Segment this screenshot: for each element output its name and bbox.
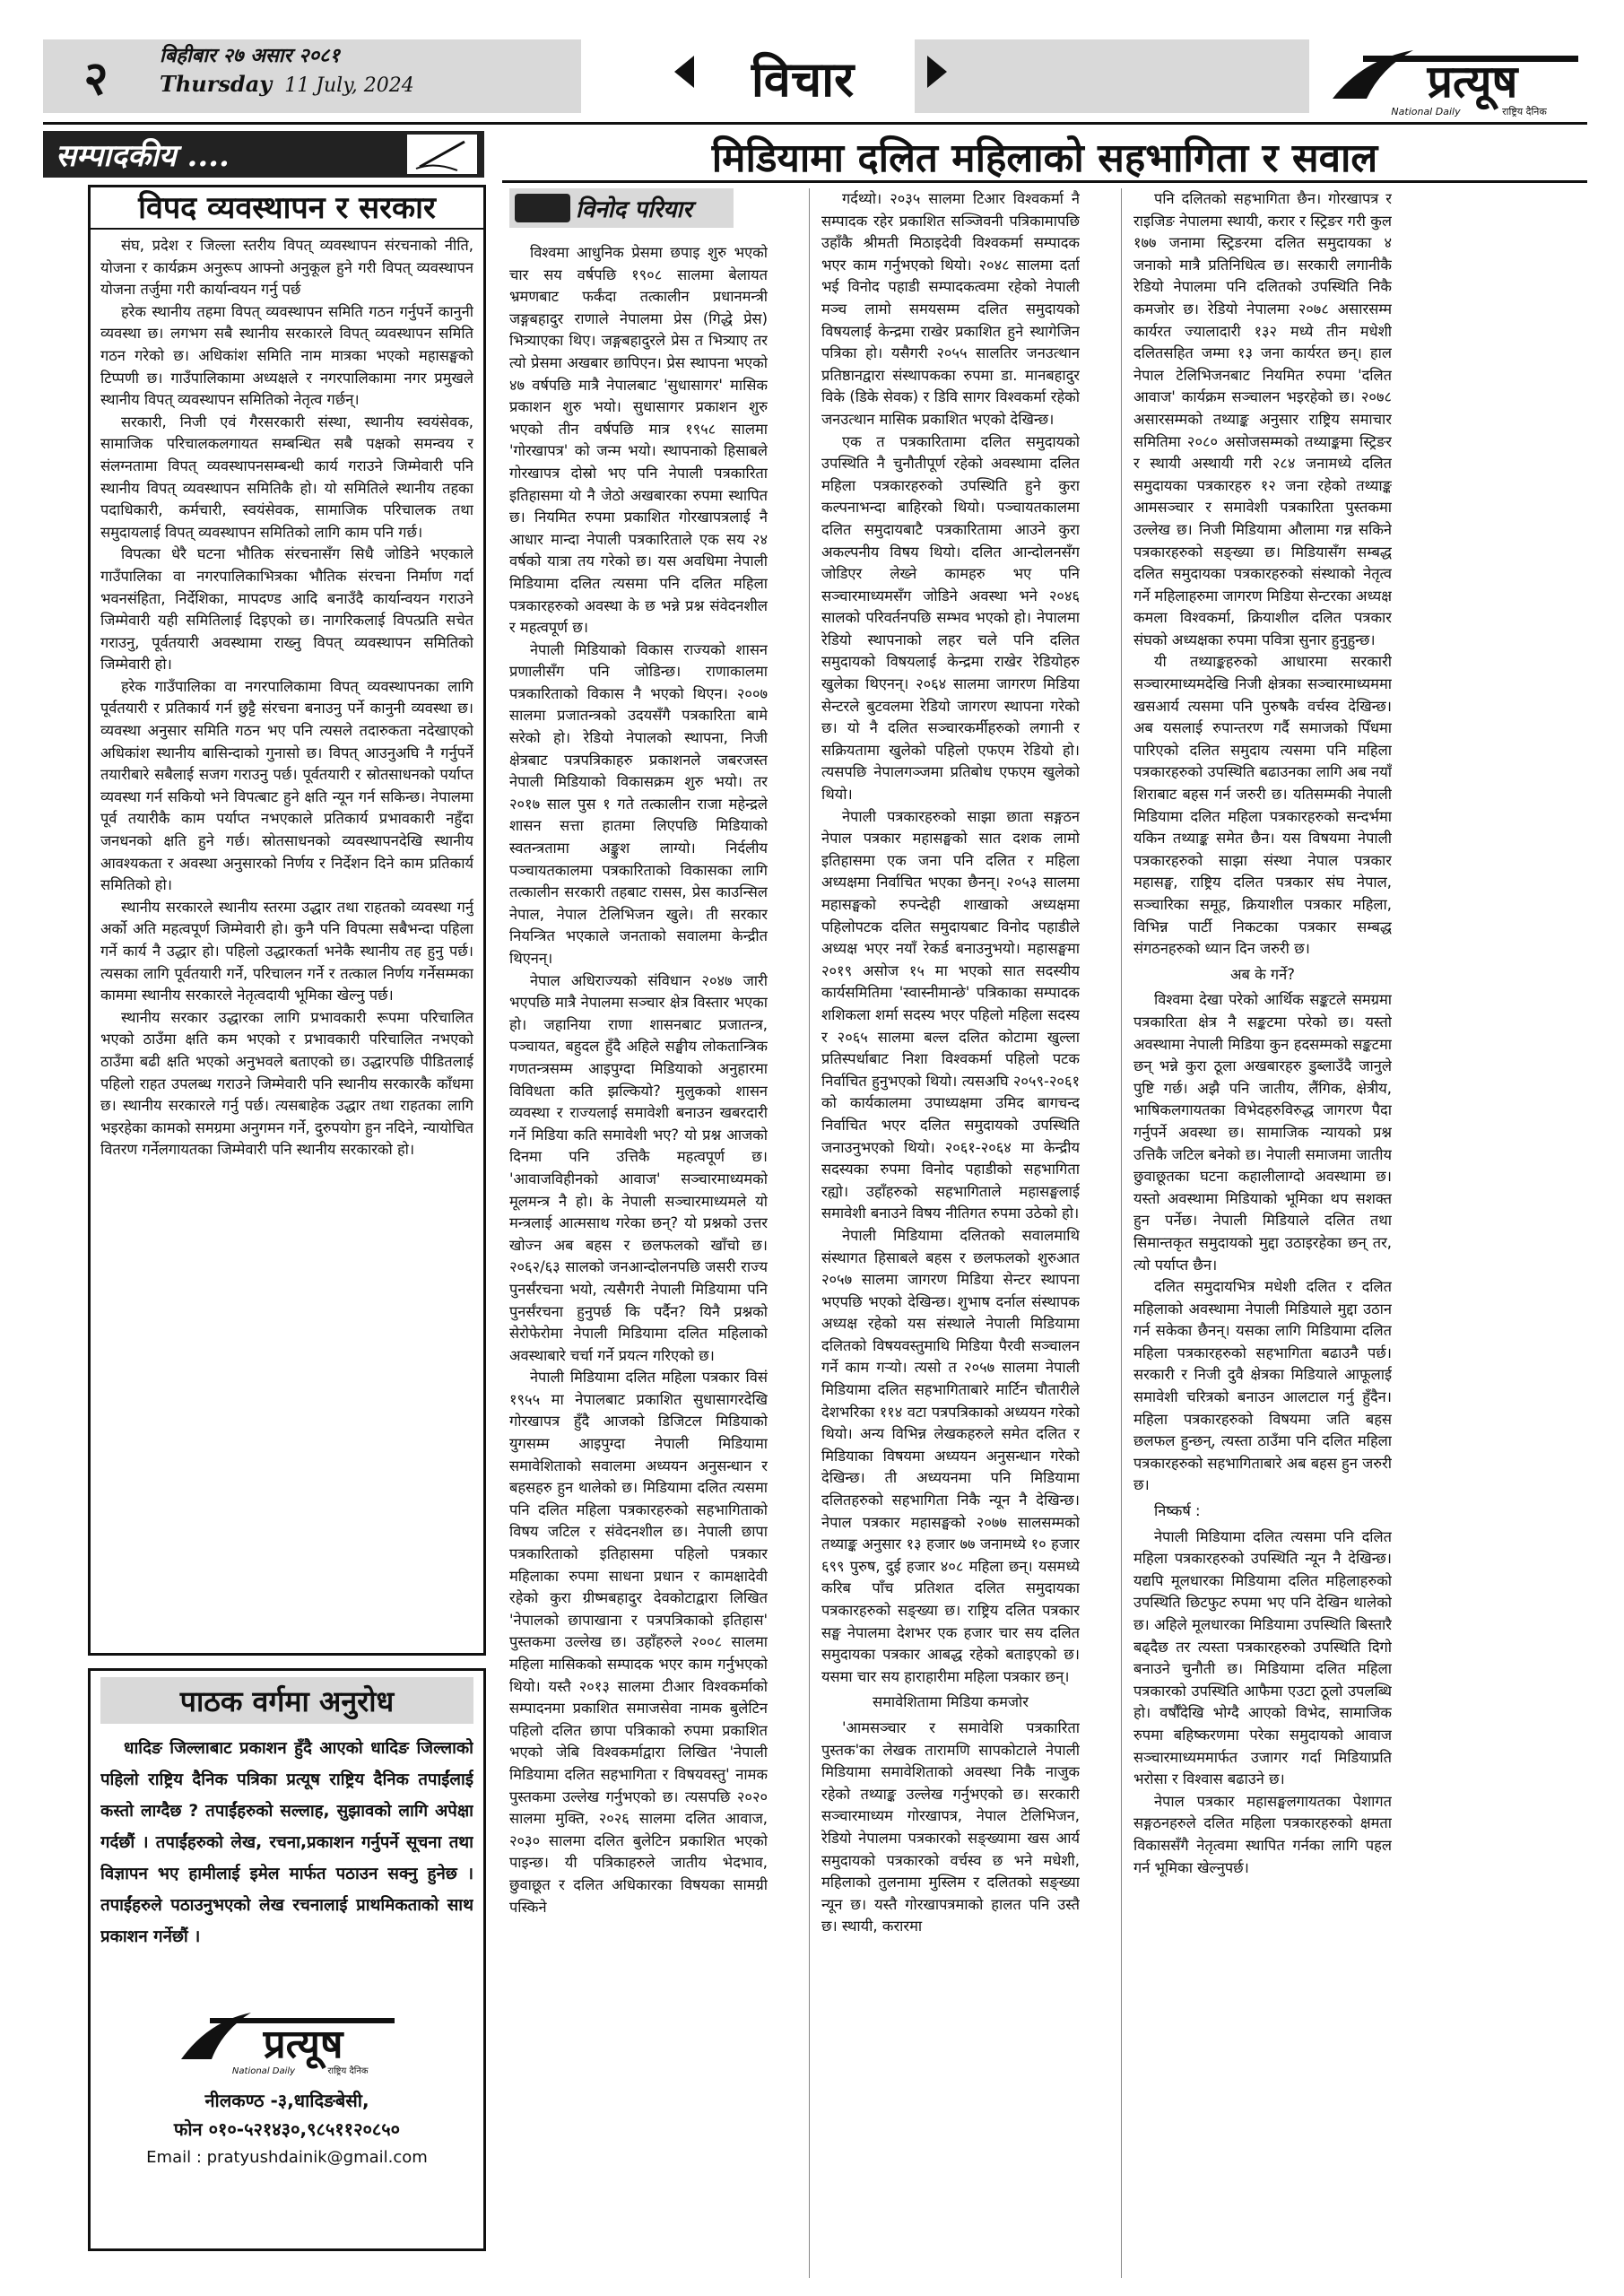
address: नीलकण्ठ -३,धादिङबेसी,	[204, 2090, 369, 2111]
reader-request-body	[100, 1733, 473, 2002]
next-arrow-icon	[927, 56, 947, 88]
logo-tag-np: राष्ट्रिय दैनिक	[1502, 106, 1547, 117]
editorial-title: विपद व्यवस्थापन र सरकार	[88, 185, 486, 230]
pen-icon	[407, 135, 477, 174]
day-english: Thursday	[160, 71, 273, 97]
column-divider	[809, 188, 810, 2278]
reader-logo	[178, 2005, 402, 2077]
article-paragraph: नेपाल अधिराज्यको संविधान २०४७ जारी भएपछि मात्रै नेपालमा सञ्चार क्षेत्र विस्तार भएका हो। जहानिया राणा शासनबाट प्रजातन्त्र, पञ्चायत, बहुदल हुँदै अहिले सङ्घीय लोकतान्त्रिक गणतन्त्रसम्म आइपुग्दा मिडियाको अनुहारमा विविधता कति झल्कियो? मुलुकको शासन व्यवस्था र राज्यलाई समावेशी बनाउन खबरदारी गर्ने मिडिया कति समावेशी भए? यो प्रश्न आजको दिनमा पनि उत्तिकै महत्वपूर्ण छ। 'आवाजविहीनको आवाज' सञ्चारमाध्यमको मूलमन्त्र नै हो। के नेपाली सञ्चारमाध्यमले यो मन्त्रलाई आत्मसाथ गरेका छन्? यो प्रश्नको उत्तर खोज्न अब बहस र छलफलको खाँचो छ। २०६२/६३ सालको जनआन्दोलनपछि जसरी राज्य पुनर्संरचना भयो, त्यसैगरी नेपाली मिडियामा पनि पुनर्संरचना हुनुपर्छ कि पर्दैन? यिनै प्रश्नको सेरोफेरोमा नेपाली मिडियामा दलित महिलाको अवस्थाबारे चर्चा गर्ने प्रयत्न गरिएको छ।	[509, 971, 768, 1364]
article-headline: मिडियामा दलित महिलाको सहभागिता र सवाल	[502, 131, 1587, 183]
header-bar-right	[915, 39, 1309, 113]
article-column-2	[821, 188, 1080, 2278]
article-paragraph: विश्वमा आधुनिक प्रेसमा छपाइ शुरु भएको चार सय वर्षपछि १९०८ सालमा बेलायत भ्रमणबाट फर्कंदा तत्कालीन प्रधानमन्त्री जङ्गबहादुर राणाले नेपालमा प्रेस (गिद्धे प्रेस) भित्र्याएका थिए। जङ्गबहादुरले प्रेस त भित्र्याए तर त्यो प्रेसमा अखबार छापिएन। प्रेस स्थापना भएको ४७ वर्षपछि मात्रै नेपालबाट 'सुधासागर' मासिक प्रकाशन शुरु भयो। सुधासागर प्रकाशन शुरु भएको तीन वर्षपछि मात्र १९५८ सालमा 'गोरखापत्र' को जन्म भयो। स्थापनाको हिसाबले गोरखापत्र दोस्रो भए पनि नेपाली पत्रकारिता इतिहासमा यो नै जेठो अखबारका रुपमा स्थापित छ। नियमित रुपमा प्रकाशित गोरखापत्रलाई नै आधार मान्दा नेपाली पत्रकारिताले एक सय २४ वर्षको यात्रा तय गरेको छ। यस अवधिमा नेपाली मिडियामा दलित त्यसमा पनि दलित महिला पत्रकारहरुको अवस्था के छ भन्ने प्रश्न संवेदनशील र महत्वपूर्ण छ।	[509, 244, 768, 637]
article-subheading: निष्कर्ष :	[1153, 1502, 1201, 1520]
article-paragraph: नेपाली मिडियामा दलितको सवालमाथि संस्थागत हिसाबले बहस र छलफलको शुरुआत २०५७ सालमा जागरण मिडिया सेन्टर स्थापना भएपछि भएको देखिन्छ। शुभाष दर्नाल संस्थापक अध्यक्ष रहेको यस संस्थाले नेपाली मिडियामा दलितको विषयवस्तुमाथि मिडिया पैरवी सञ्चालन गर्ने काम गऱ्यो। त्यसो त २०५७ सालमा नेपाली मिडियामा दलित सहभागिताबारे मार्टिन चौतारीले देशभरिका ११४ वटा पत्रपत्रिकाको अध्ययन गरेको थियो। अन्य विभिन्न लेखकहरुले समेत दलित र मिडियाका विषयमा अध्ययन अनुसन्धान गरेको देखिन्छ। ती अध्ययनमा पनि मिडियामा दलितहरुको सहभागिता निकै न्यून नै देखिन्छ। नेपाल पत्रकार महासङ्घको २०७७ सालसम्मको तथ्याङ्क अनुसार १३ हजार ७७ जनामध्ये १० हजार ६९९ पुरुष, दुई हजार ४०८ महिला छन्। यसमध्ये करिब पाँच प्रतिशत दलित समुदायका पत्रकारहरुको सङ्ख्या छ। राष्ट्रिय दलित पत्रकार सङ्घ नेपालमा देशभर एक हजार चार सय दलित समुदायका पत्रकार आबद्ध रहेको बताइएको छ। यसमा चार सय हाराहारीमा महिला पत्रकार छन्।	[821, 1226, 1080, 1685]
article-column-1	[509, 242, 768, 2278]
page-number: २	[83, 51, 109, 106]
reader-logo-name: प्रत्यूष	[263, 2022, 343, 2067]
article-paragraph: यी तथ्याङ्कहरुको आधारमा सरकारी सञ्चारमाध्यमदेखि निजी क्षेत्रका सञ्चारमाध्यममा खसआर्य त्यसमा पनि पुरुषकै वर्चस्व देखिन्छ। अब यसलाई रुपान्तरण गर्दै समाजको पिँधमा पारिएको दलित समुदाय त्यसमा पनि महिला पत्रकारहरुको उपस्थिति बढाउनका लागि अब नयाँ शिराबाट बहस गर्न जरुरी छ। यतिसम्मकी नेपाली मिडियामा दलित महिला पत्रकारहरुको सन्दर्भमा यकिन तथ्याङ्क समेत छैन। यस विषयमा नेपाली पत्रकारहरुको साझा संस्था नेपाल पत्रकार महासङ्घ, राष्ट्रिय दलित पत्रकार संघ नेपाल, सञ्चारिका समूह, क्रियाशील पत्रकार महिला, विभिन्न पार्टी निकटका पत्रकार सम्बद्ध संगठनहरुको ध्यान दिन जरुरी छ।	[1133, 653, 1392, 958]
editorial-banner-label: सम्पादकीय ....	[56, 138, 230, 174]
date-english: 11 July, 2024	[284, 74, 414, 97]
editorial-paragraph: सरकारी, निजी एवं गैरसरकारी संस्था, स्थानीय स्वयंसेवक, सामाजिक परिचालकलगायत सम्बन्धित सबै पक्षको समन्वय र संलग्नतामा विपत् व्यवस्थापनसम्बन्धी कार्य गराउने जिम्मेवारी पनि स्थानीय विपत् व्यवस्थापन समितिकै हो। यो समितिले स्थानीय तहका पदाधिकारी, कर्मचारी, स्वयंसेवक, सामाजिक परिचालक तथा समुदायलाई विपत् व्यवस्थापन समितिको लागि काम पनि गर्छ।	[100, 413, 473, 541]
reader-request-title: पाठक वर्गमा अनुरोध	[100, 1677, 473, 1724]
editorial-paragraph: हरेक स्थानीय तहमा विपत् व्यवस्थापन समिति गठन गर्नुपर्ने कानुनी व्यवस्था छ। लगभग सबै स्थानीय सरकारले विपत् व्यवस्थापन समिति गठन गरेको छ। अधिकांश समिति नाम मात्रका भएको महासङ्घको टिप्पणी छ। गाउँपालिकामा अध्यक्षले र नगरपालिकामा नगर प्रमुखले स्थानीय विपत् व्यवस्थापन समितिको नेतृत्व गर्छन्।	[100, 302, 473, 409]
date-nepali: बिहीबार २७ असार २०८१	[160, 44, 340, 67]
reader-request-text: धादिङ जिल्लाबाट प्रकाशन हुँदै आएको धादिङ जिल्लाको पहिलो राष्ट्रिय दैनिक पत्रिका प्रत्यूष राष्ट्रिय दैनिक तपाईंलाई कस्तो लाग्दैछ ? तपाईंहरुको सल्लाह, सुझावको लागि अपेक्षा गर्दछौं । तपाईंहरुको लेख, रचना,प्रकाशन गर्नुपर्ने सूचना तथा विज्ञापन भए हामीलाई इमेल मार्फत पठाउन सक्नु हुनेछ । तपाईंहरुले पठाउनुभएको लेख रचनालाई प्राथमिकताको साथ प्रकाशन गर्नेछौं ।	[100, 1739, 473, 1946]
editorial-paragraph: संघ, प्रदेश र जिल्ला स्तरीय विपत् व्यवस्थापन संरचनाको नीति, योजना र कार्यक्रम अनुरूप आफ्नो अनुकूल हुने गरी विपत् व्यवस्थापन योजना तर्जुमा गरी कार्यान्वयन गर्नु पर्छ	[100, 237, 473, 299]
article-paragraph: पनि दलितको सहभागिता छैन। गोरखापत्र र राइजिङ नेपालमा स्थायी, करार र स्ट्रिङर गरी कुल १७७ जनामा स्ट्रिङरमा दलित समुदायका ४ जनाको मात्रै प्रतिनिधित्व छ। सरकारी लगानीकै रेडियो नेपालमा पनि दलितको उपस्थिति निकै कमजोर छ। रेडियो नेपालमा २०७८ असारसम्म कार्यरत ज्यालादारी १३२ मध्ये तीन मधेशी दलितसहित जम्मा १३ जना कार्यरत छन्। हाल नेपाल टेलिभिजनबाट नियमित रुपमा 'दलित आवाज' कार्यक्रम सञ्चालन भइरहेको छ। २०७८ असारसम्मको तथ्याङ्क अनुसार राष्ट्रिय समाचार समितिमा २०८० असोजसम्मको तथ्याङ्कमा स्ट्रिङर र स्थायी अस्थायी गरी २८४ जनामध्ये दलित समुदायका पत्रकारहरु १२ जना रहेको तथ्याङ्क आमसञ्चार र समावेशी पत्रकारिता पुस्तकमा उल्लेख छ। निजी मिडियामा औलामा गन्न सकिने पत्रकारहरुको सङ्ख्या छ। मिडियासँग सम्बद्ध दलित समुदायका पत्रकारहरुको संस्थाको नेतृत्व गर्ने महिलाहरुमा जागरण मिडिया सेन्टरका अध्यक्ष कमला विश्वकर्मा, क्रियाशील दलित पत्रकार संघको अध्यक्षका रुपमा पवित्रा सुनार हुनुहुन्छ।	[1133, 190, 1392, 648]
article-paragraph: नेपाली मिडियामा दलित त्यसमा पनि दलित महिला पत्रकारहरुको उपस्थिति न्यून नै देखिन्छ। यद्यपि मूलधारका मिडियामा दलित महिलाहरुको उपस्थिति छिटफुट रुपमा भए पनि देखिन थालेको छ। अहिले मूलधारका मिडियामा उपस्थिति बिस्तारै बढ्दैछ तर त्यस्ता पत्रकारहरुको उपस्थिति दिगो बनाउने चुनौती छ। मिडियामा दलित महिला पत्रकारको उपस्थिति आफैमा एउटा ठूलो उपलब्धि हो। वर्षौँदेखि भोग्दै आएको विभेद, सामाजिक रुपमा बहिष्करणमा परेका समुदायको आवाज सञ्चारमाध्यममार्फत उजागर गर्दा मिडियाप्रति भरोसा र विश्वास बढाउने छ।	[1133, 1527, 1392, 1788]
article-paragraph: नेपाल पत्रकार महासङ्घलगायतका पेशागत सङ्गठनहरुले दलित महिला पत्रकारहरुको क्षमता विकाससँगै नेतृत्वमा स्थापित गर्नका लागि पहल गर्न भूमिका खेल्नुपर्छ।	[1133, 1792, 1392, 1876]
editorial-paragraph: विपत्का धेरै घटना भौतिक संरचनासँग सिधै जोडिने भएकाले गाउँपालिका वा नगरपालिकाभित्रका भौतिक संरचना निर्माण गर्दा भवनसंहिता, निर्देशिका, मापदण्ड आदि बनाउँदै कार्यान्वयन गराउने जिम्मेवारी यही समितिलाई दिइएको छ। नागरिकलाई विपत्प्रति सचेत गराउनु, पूर्वतयारी अवस्थामा राख्नु विपत् व्यवस्थापन समितिको जिम्मेवारी हो।	[100, 545, 473, 674]
logo-name: प्रत्यूष	[1427, 56, 1518, 108]
article-paragraph: विश्वमा देखा परेको आर्थिक सङ्कटले समग्रमा पत्रकारिता क्षेत्र नै सङ्कटमा परेको छ। यस्तो अवस्थामा नेपाली मिडिया कुन हदसम्मको सङ्कटमा छन् भन्ने कुरा ठूला अखबारहरु डुब्लाउँदै जानुले पुष्टि गर्छ। अझै पनि जातीय, लैंगिक, क्षेत्रीय, भाषिकलगायतका विभेदहरुविरुद्ध जागरण पैदा गर्नुपर्ने अवस्था छ। सामाजिक न्यायको प्रश्न उत्तिकै जटिल बनेको छ। नेपाली समाजमा जातीय छुवाछूतका घटना कहालीलाग्दो अवस्थामा छ। यस्तो अवस्थामा मिडियाको भूमिका थप सशक्त हुन पर्नेछ। नेपाली मिडियाले दलित तथा सिमान्तकृत समुदायको मुद्दा उठाइरहेका छन् तर, त्यो पर्याप्त छैन।	[1133, 991, 1392, 1274]
article-subheading: अब के गर्ने?	[1230, 965, 1295, 983]
phone: फोन ०१०-५२१४३०,९८५११२०८५०	[173, 2118, 401, 2140]
contact-info	[100, 2086, 473, 2172]
editorial-paragraph: स्थानीय सरकारले स्थानीय स्तरमा उद्धार तथा राहतको व्यवस्था गर्नु अर्को अति महत्वपूर्ण जिम्मेवारी हो। कुनै पनि विपत्मा सबैभन्दा पहिला गर्ने कार्य नै उद्धार हो। पहिलो उद्धारकर्ता भनेकै स्थानीय तह हुनु पर्छ। त्यसका लागि पूर्वतयारी गर्ने, परिचालन गर्ने र तत्काल निर्णय गर्नेसम्मका काममा स्थानीय सरकारले नेतृत्वदायी भूमिका खेल्नु पर्छ।	[100, 898, 473, 1004]
article-paragraph: नेपाली पत्रकारहरुको साझा छाता सङ्गठन नेपाल पत्रकार महासङ्घको सात दशक लामो इतिहासमा एक जना पनि दलित र महिला अध्यक्षमा निर्वाचित भएका छैनन्। २०५३ सालमा महासङ्घको रुपन्देही शाखाको अध्यक्षमा पहिलोपटक दलित समुदायबाट विनोद पहाडीले अध्यक्ष भएर नयाँ रेकर्ड बनाउनुभयो। महासङ्घमा २०१९ असोज १५ मा भएको सात सदस्यीय कार्यसमितिमा 'स्वास्नीमान्छे' पत्रिकाका सम्पादक शशिकला शर्मा सदस्य भएर पहिलो महिला सदस्य र २०६५ सालमा बल्ल दलित कोटामा खुल्ला प्रतिस्पर्धाबाट निशा विश्वकर्मा पहिलो पटक निर्वाचित हुनुभएको थियो। त्यसअघि २०५९-२०६१ को कार्यकालमा उपाध्यक्षमा उमिद बागचन्द निर्वाचित भएर दलित समुदायको उपस्थिति जनाउनुभएको थियो। २०६१-२०६४ मा केन्द्रीय सदस्यका रुपमा विनोद पहाडीको सहभागिता रह्यो। उहाँहरुको सहभागिताले महासङ्घलाई समावेशी बनाउने विषय नीतिगत रुपमा उठेको हो।	[821, 807, 1080, 1222]
email: Email : pratyushdainik@gmail.com	[146, 2148, 428, 2167]
article-column-3	[1133, 188, 1392, 2278]
column-divider	[1121, 188, 1122, 2278]
logo-tag-en: National Daily	[1391, 106, 1461, 117]
header-rule	[43, 122, 1587, 125]
dateline	[160, 41, 414, 100]
article-paragraph: नेपाली मिडियाको विकास राज्यको शासन प्रणालीसँग पनि जोडिन्छ। राणाकालमा पत्रकारिताको विकास नै भएको थिएन। २००७ सालमा प्रजातन्त्रको उदयसँगै पत्रकारिता बामे सरेको हो। रेडियो नेपालको स्थापना, निजी क्षेत्रबाट पत्रपत्रिकाहरु प्रकाशनले जबरजस्त नेपाली मिडियाको विकासक्रम शुरु भयो। तर २०१७ साल पुस १ गते तत्कालीन राजा महेन्द्रले शासन सत्ता हातमा लिएपछि मिडियाको स्वतन्त्रतामा अङ्कुश लाग्यो। निर्दलीय पञ्चायतकालमा पत्रकारिताको विकासका लागि तत्कालीन सरकारी तहबाट रासस, प्रेस काउन्सिल नेपाल, नेपाल टेलिभिजन खुले। ती सरकार नियन्त्रित भएकाले जनताको सवालमा केन्द्रीत थिएनन्।	[509, 640, 768, 967]
masthead-logo	[1327, 41, 1587, 118]
article-paragraph: दलित समुदायभित्र मधेशी दलित र दलित महिलाको अवस्थामा नेपाली मिडियाले मुद्दा उठान गर्न सकेका छैनन्। यसका लागि मिडियामा दलित महिला पत्रकारहरुको सहभागिता बढाउनै पर्छ। सरकारी र निजी दुवै क्षेत्रका मिडियाले आफूलाई समावेशी चरित्रको बनाउन आलटाल गर्नु हुँदैन। महिला पत्रकारहरुको विषयमा जति बहस छलफल हुन्छन्, त्यस्ता ठाउँमा पनि दलित महिला पत्रकारहरुको सहभागिताबारे अब बहस हुन जरुरी छ।	[1133, 1278, 1392, 1494]
editorial-paragraph: हरेक गाउँपालिका वा नगरपालिकामा विपत् व्यवस्थापनका लागि पूर्वतयारी र प्रतिकार्य गर्न छुट्टै संरचना बनाउनु पर्ने कानुनी व्यवस्था छ। व्यवस्था अनुसार समिति गठन भए पनि त्यसले तदारुकता नदेखाएको अधिकांश स्थानीय बासिन्दाको गुनासो छ। विपत् आउनुअघि नै गर्नुपर्ने तयारीबारे सबैलाई सजग गराउनु पर्छ। पूर्वतयारी र स्रोतसाधनको पर्याप्त व्यवस्था गर्न सकियो भने विपत्बाट हुने क्षति न्यून गर्न सकिन्छ। नेपालमा पूर्व तयारीकै काम पर्याप्त नभएकाले प्रतिकार्य प्रभावकारी नहुँदा जनधनको क्षति हुने गर्छ। स्रोतसाधनको व्यवस्थापनदेखि स्थानीय आवश्यकता र अवस्था अनुसारको निर्णय र निर्देशन दिने काम प्रतिकार्य समितिको हो।	[100, 677, 473, 894]
article-paragraph: एक त पत्रकारितामा दलित समुदायको उपस्थिति नै चुनौतीपूर्ण रहेको अवस्थामा दलित महिला पत्रकारहरुको उपस्थिति हुने कुरा कल्पनाभन्दा बाहिरको थियो। पञ्चायतकालमा दलित समुदायबाटै पत्रकारितामा आउने कुरा अकल्पनीय विषय थियो। दलित आन्दोलनसँग जोडिएर लेख्ने कामहरु भए पनि सञ्चारमाध्यमसँग जोडिने अवस्था भने २०४६ सालको परिवर्तनपछि सम्भव भएको हो। नेपालमा रेडियो स्थापनाको लहर चले पनि दलित समुदायको विषयलाई केन्द्रमा राखेर रेडियोहरु खुलेका थिएनन्। २०६४ सालमा जागरण मिडिया सेन्टरले बुटवलमा रेडियो जागरण स्थापना गरेको छ। यो नै दलित सञ्चारकर्मीहरुको लगानी र सक्रियतामा खुलेको पहिलो एफएम रेडियो हो। त्यसपछि नेपालगञ्जमा प्रतिबोध एफएम खुलेको थियो।	[821, 432, 1080, 804]
section-title: विचार	[751, 51, 855, 108]
editorial-paragraph: स्थानीय सरकार उद्धारका लागि प्रभावकारी रूपमा परिचालित भएको ठाउँमा क्षति कम भएको र प्रभावकारी परिचालित नभएको ठाउँमा बढी क्षति भएको अनुभवले बताएको छ। उद्धारपछि पीडितलाई पहिलो राहत उपलब्ध गराउने जिम्मेवारी पनि स्थानीय सरकारकै काँधमा छ। स्थानीय सरकारले गर्नु पर्छ। त्यसबाहेक उद्धार तथा राहतका लागि भइरहेका कामको समग्रमा अनुगमन गर्ने, दुरुपयोग हुन नदिने, न्यायोचित वितरण गर्नेलगायतका जिम्मेवारी पनि स्थानीय सरकारको हो।	[100, 1008, 473, 1159]
article-subheading: समावेशितामा मिडिया कमजोर	[873, 1693, 1029, 1711]
editorial-body	[100, 235, 473, 1648]
reader-logo-tag-en: National Daily	[231, 2066, 296, 2076]
author-photo-icon	[515, 194, 570, 222]
article-paragraph: 'आमसञ्चार र समावेशि पत्रकारिता पुस्तक'का लेखक तारामणि सापकोटाले नेपाली मिडियामा समावेशिताको अवस्था निकै नाजुक रहेको तथ्याङ्क उल्लेख गर्नुभएको छ। सरकारी सञ्चारमाध्यम गोरखापत्र, नेपाल टेलिभिजन, रेडियो नेपालमा पत्रकारको सङ्ख्यामा खस आर्य समुदायको पत्रकारको वर्चस्व छ भने मधेशी, महिलाको तुलनामा मुस्लिम र दलितको सङ्ख्या न्यून छ। यस्तै गोरखापत्रमाको हालत पनि उस्तै छ। स्थायी, करारमा	[821, 1718, 1080, 1935]
article-paragraph: गर्दथ्यो। २०३५ सालमा टिआर विश्वकर्मा नै सम्पादक रहेर प्रकाशित सञ्जिवनी पत्रिकामापछि उहाँकै श्रीमती मिठाइदेवी विश्वकर्मा सम्पादक भएर काम गर्नुभएको थियो। २०४८ सालमा दर्ता भई विनोद पहाडी सम्पादकत्वमा रहेको नेपाली मञ्च लामो समयसम्म दलित समुदायको विषयलाई केन्द्रमा राखेर प्रकाशित हुने स्थागेजिन पत्रिका हो। यसैगरी २०५५ सालतिर जनउत्थान प्रतिष्ठानद्वारा संस्थापकका रुपमा डा. मानबहादुर विके (डिके सेवक) र डिवि सागर विश्वकर्मा रहेको जनउत्थान मासिक प्रकाशित भएको देखिन्छ।	[821, 190, 1080, 428]
reader-logo-tag-np: राष्ट्रिय दैनिक	[327, 2066, 369, 2076]
author-name: विनोद परियार	[576, 196, 692, 223]
article-paragraph: नेपाली मिडियामा दलित महिला पत्रकार विसं १९५५ मा नेपालबाट प्रकाशित सुधासागरदेखि गोरखापत्र हुँदै आजको डिजिटल मिडियाको युगसम्म आइपुग्दा नेपाली मिडियामा समावेशिताको सवालमा अध्ययन अनुसन्धान र बहसहरु हुन थालेको छ। मिडियामा दलित त्यसमा पनि दलित महिला पत्रकारहरुको सहभागिताको विषय जटिल र संवेदनशील छ। नेपाली छापा पत्रकारिताको इतिहासमा पहिलो पत्रकार महिलाका रुपमा साधना प्रधान र कामक्षादेवी रहेको कुरा ग्रीष्मबहादुर देवकोटाद्वारा लिखित 'नेपालको छापाखाना र पत्रपत्रिकाको इतिहास' पुस्तकमा उल्लेख छ। उहाँहरुले २००८ सालमा महिला मासिकको सम्पादक भएर काम गर्नुभएको थियो। यस्तै २०१३ सालमा टीआर विश्वकर्माको सम्पादनमा प्रकाशित समाजसेवा नामक बुलेटिन पहिलो दलित छापा पत्रिकाको रुपमा प्रकाशित भएको जेबि विश्वकर्माद्वारा लिखित 'नेपाली मिडियामा दलित सहभागिता र विषयवस्तु' नामक पुस्तकमा उल्लेख गर्नुभएको छ। त्यसपछि २०२० सालमा मुक्ति, २०२६ सालमा दलित आवाज, २०३० सालमा दलित बुलेटिन प्रकाशित भएको पाइन्छ। यी पत्रिकाहरुले जातीय भेदभाव, छुवाछूत र दलित अधिकारका विषयका सामग्री पस्किने	[509, 1369, 768, 1916]
editorial-banner	[43, 131, 484, 178]
